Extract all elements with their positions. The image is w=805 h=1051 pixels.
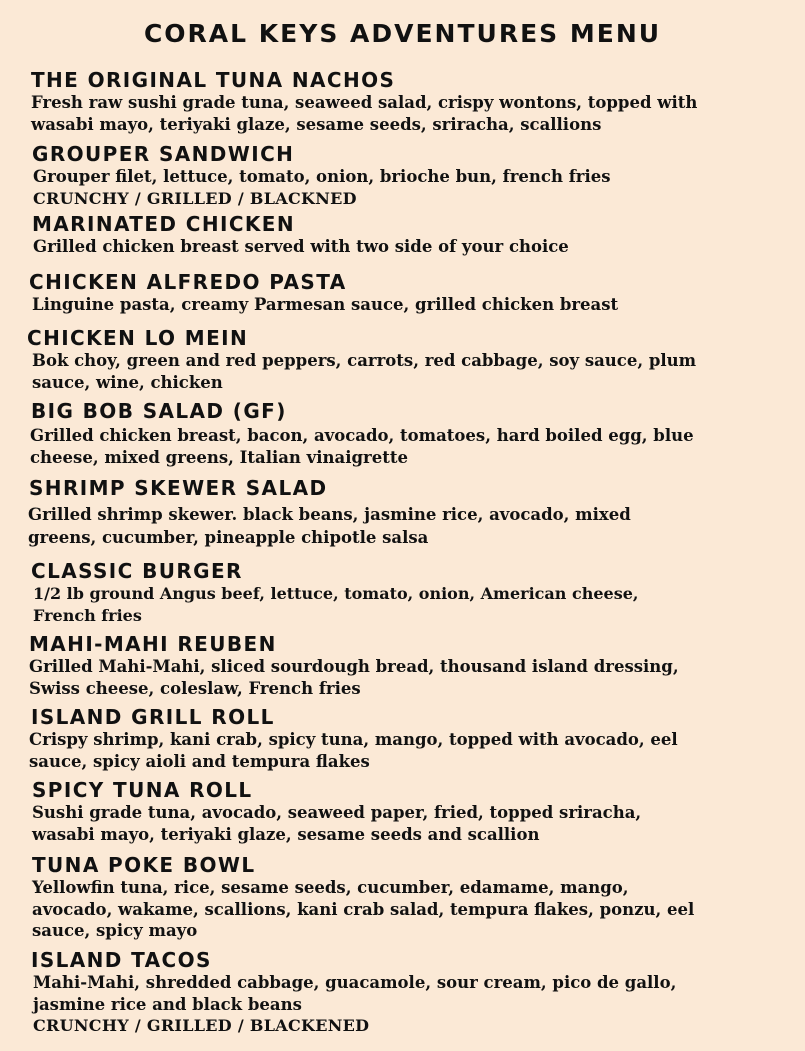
menu-item-name: TUNA POKE BOWL	[32, 853, 256, 877]
menu-item-name: CLASSIC BURGER	[31, 559, 243, 583]
description-line: French fries	[33, 605, 142, 625]
menu-item-description	[32, 294, 790, 316]
menu-item	[0, 705, 790, 772]
description-line: 1/2 lb ground Angus beef, lettuce, tomato, onion, American cheese,	[33, 584, 639, 603]
menu-item-name: CHICKEN LO MEIN	[27, 326, 249, 350]
menu-item-description	[30, 425, 790, 468]
menu-item-description	[31, 92, 790, 135]
description-line: Bok choy, green and red peppers, carrots, red cabbage, soy sauce, plum	[32, 351, 697, 370]
description-line: Fresh raw sushi grade tuna, seaweed salad, crispy wontons, topped with	[31, 93, 698, 112]
description-line: Grilled shrimp skewer. black beans, jasmine rice, avocado, mixed	[28, 505, 631, 524]
description-line: Crispy shrimp, kani crab, spicy tuna, mango, topped with avocado, eel	[29, 730, 678, 749]
description-line: wasabi mayo, teriyaki glaze, sesame seeds and scallion	[32, 824, 540, 844]
description-line: sauce, spicy mayo	[32, 921, 198, 940]
menu-item	[0, 853, 790, 942]
menu-item-description	[33, 972, 790, 1037]
menu-item-description	[32, 877, 790, 942]
description-line: jasmine rice and black beans	[33, 994, 302, 1014]
menu-item	[0, 142, 790, 209]
cooking-options: CRUNCHY / GRILLED / BLACKENED	[33, 1016, 370, 1035]
menu-title: CORAL KEYS ADVENTURES MENU	[143, 19, 662, 48]
menu-item	[0, 476, 790, 549]
description-line: sauce, wine, chicken	[32, 372, 223, 392]
description-line: Grilled Mahi-Mahi, sliced sourdough bread, thousand island dressing,	[29, 657, 679, 676]
menu-item-name: ISLAND GRILL ROLL	[31, 705, 275, 729]
menu-item-description	[33, 166, 790, 209]
menu-item	[0, 212, 790, 258]
description-line: avocado, wakame, scallions, kani crab salad, tempura flakes, ponzu, eel	[32, 899, 695, 919]
description-line: Mahi-Mahi, shredded cabbage, guacamole, sour cream, pico de gallo,	[33, 973, 677, 992]
description-line: wasabi mayo, teriyaki glaze, sesame seeds, sriracha, scallions	[31, 114, 602, 134]
description-line: Sushi grade tuna, avocado, seaweed paper, fried, topped sriracha,	[32, 803, 642, 822]
menu-item-name: GROUPER SANDWICH	[32, 142, 295, 166]
description-line: Grilled chicken breast served with two side of your choice	[33, 237, 569, 256]
menu-item	[0, 632, 790, 699]
description-line: sauce, spicy aioli and tempura flakes	[29, 751, 370, 771]
menu-item-name: THE ORIGINAL TUNA NACHOS	[31, 68, 396, 92]
description-line: Swiss cheese, coleslaw, French fries	[29, 678, 361, 698]
menu-item	[0, 68, 790, 135]
menu-item	[0, 270, 790, 316]
menu-item-description	[32, 350, 790, 393]
menu-item-name: MAHI-MAHI REUBEN	[29, 632, 277, 656]
menu-item-name: BIG BOB SALAD (GF)	[31, 399, 287, 423]
menu-item-name: MARINATED CHICKEN	[32, 212, 295, 236]
menu-item-description	[32, 802, 790, 845]
menu-item-name: CHICKEN ALFREDO PASTA	[29, 270, 347, 294]
description-line: Grouper filet, lettuce, tomato, onion, brioche bun, french fries	[33, 167, 611, 186]
menu-item-description	[33, 236, 790, 258]
menu-item	[0, 778, 790, 845]
menu-item-description	[29, 729, 790, 772]
description-line: Linguine pasta, creamy Parmesan sauce, grilled chicken breast	[32, 295, 619, 314]
menu-item-description	[28, 503, 790, 549]
menu-item	[0, 399, 790, 468]
menu-item	[0, 559, 790, 626]
cooking-options: CRUNCHY / GRILLED / BLACKNED	[33, 188, 357, 208]
menu-item-description	[33, 583, 790, 626]
menu-item-description	[29, 656, 790, 699]
menu-item-name: SHRIMP SKEWER SALAD	[29, 476, 328, 500]
description-line: cheese, mixed greens, Italian vinaigrette	[30, 447, 408, 467]
menu-item-name: ISLAND TACOS	[31, 948, 212, 972]
menu-item-name: SPICY TUNA ROLL	[32, 778, 253, 802]
menu-item	[0, 948, 790, 1037]
description-line: Yellowfin tuna, rice, sesame seeds, cucumber, edamame, mango,	[32, 878, 629, 897]
description-line: greens, cucumber, pineapple chipotle salsa	[28, 528, 429, 547]
description-line: Grilled chicken breast, bacon, avocado, tomatoes, hard boiled egg, blue	[30, 426, 694, 445]
menu-item	[0, 326, 790, 393]
